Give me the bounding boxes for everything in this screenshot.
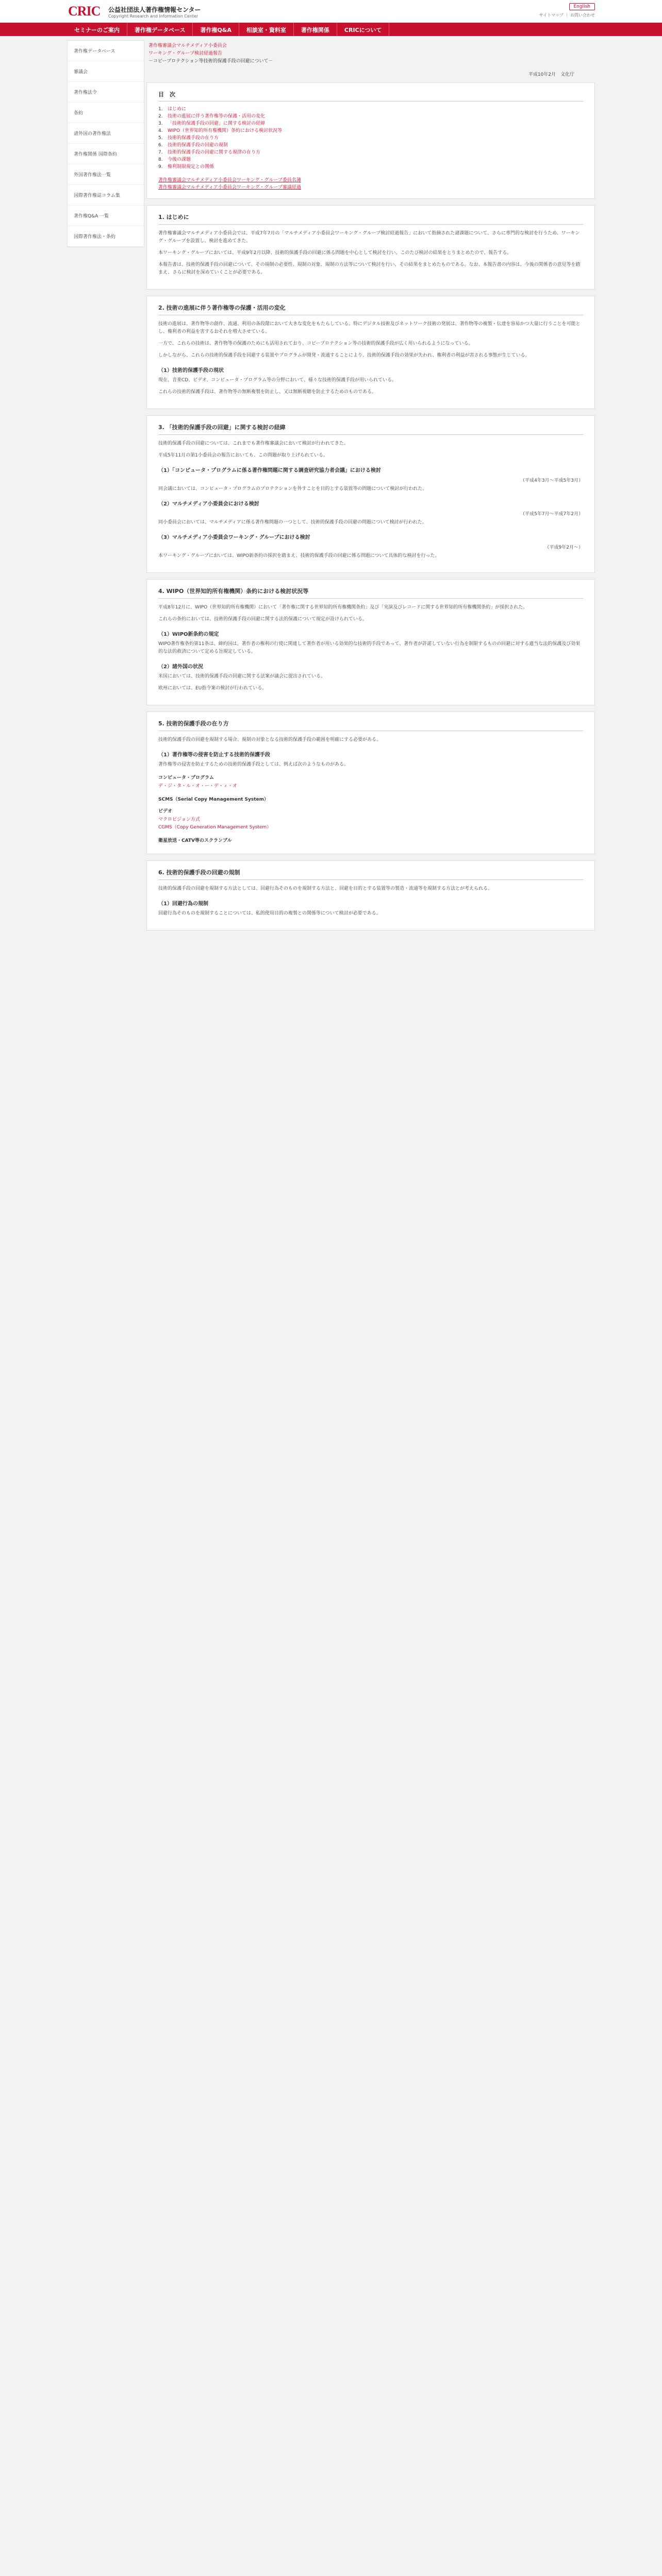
paragraph: 著作権審議会マルチメディア小委員会では、平成7年7月の「マルチメディア小委員会ワーキング・グループ検討経過報告」において指摘された諸課題について、さらに専門的な検討を行うため、ワーキング・グループを設置し、検討を進めてきた。 xyxy=(158,231,580,244)
section-title: 5. 技術的保護手段の在り方 xyxy=(158,719,583,731)
list-item[interactable]: マクロビジョン方式 xyxy=(158,817,200,822)
period: （平成4年3月～平成5年3月） xyxy=(520,478,583,483)
org-name-jp: 公益社団法人著作権情報センター xyxy=(108,6,201,13)
paragraph: これらの条約においては、技術的保護手段の回避に関する法的保護について規定が設けられている。 xyxy=(158,617,367,622)
toc-item[interactable] xyxy=(158,156,583,163)
subsection-title: （1）著作権等の侵害を防止する技術的保護手段 xyxy=(158,752,270,758)
toc-item[interactable] xyxy=(158,113,583,120)
paragraph: 著作権等の侵害を防止するための技術的保護手段としては、例えば次のようなものがある。 xyxy=(158,762,349,767)
org-name xyxy=(108,5,201,19)
toc-label: 技術の進展に伴う著作権等の保護・活用の変化 xyxy=(168,114,266,119)
list-item: SCMS（Serial Copy Management System） xyxy=(158,797,269,802)
paragraph: 同会議においては、コンピュータ・プログラムのプロテクションを外すことを目的とする装置等の問題について検討が行われた。 xyxy=(158,486,427,492)
subsection-title: （1）回避行為の規制 xyxy=(158,901,208,907)
list-item: 衛星放送・CATV等のスクランブル xyxy=(158,838,232,843)
sidebar-item[interactable]: 諸外国の著作権法 xyxy=(68,123,144,144)
paragraph: 技術の進展は、著作物等の創作、流通、利用の各段階において大きな変化をもたらしている。特にデジタル技術及びネットワーク技術の発展は、著作物等の複製・伝達を容易かつ大量に行うことを可能とし、権利者の利益を害するおそれを増大させている。 xyxy=(158,321,581,334)
main-content xyxy=(146,40,595,930)
toc-num: 2. xyxy=(158,114,163,119)
paragraph: 技術的保護手段の回避を規制する方法としては、回避行為そのものを規制する方法と、回避を目的とする装置等の製造・流通等を規制する方法とが考えられる。 xyxy=(158,886,493,891)
section-title: 2. 技術の進展に伴う著作権等の保護・活用の変化 xyxy=(158,303,583,315)
paragraph: 同小委員会においては、マルチメディアに係る著作権問題の一つとして、技術的保護手段の回避の問題について検討が行われた。 xyxy=(158,520,427,525)
member-list-link[interactable]: 著作権審議会マルチメディア小委員会ワーキング・グループ委員名簿 xyxy=(158,178,301,183)
paragraph: 本ワーキング・グループにおいては、平成9年2月以降、技術的保護手段の回避に係る問題を中心として検討を行い、このたび検討の結果をとりまとめたので、報告する。 xyxy=(158,250,512,256)
section-1 xyxy=(146,205,595,290)
toc-num: 7. xyxy=(158,150,163,155)
section-4 xyxy=(146,579,595,705)
paragraph: 技術的保護手段の回避を規制する場合、規制の対象となる技術的保護手段の範囲を明確にする必要がある。 xyxy=(158,737,382,742)
paragraph: しかしながら、これらの技術的保護手段を回避する装置やプログラムが開発・流通することにより、技術的保護手段の効果が失われ、権利者の利益が害される事態が生じている。 xyxy=(158,353,530,358)
sidebar-item[interactable]: 国際著作権法・条約 xyxy=(68,226,144,247)
toc-links xyxy=(158,177,583,191)
section-2 xyxy=(146,296,595,409)
toc-label: 技術的保護手段の回避の規制 xyxy=(168,143,228,148)
toc-num: 9. xyxy=(158,164,163,170)
main-nav xyxy=(0,23,662,36)
toc-item[interactable] xyxy=(158,163,583,171)
list-item[interactable]: デ・ジ・タ・ル・オ・ー・デ・ィ・オ xyxy=(158,784,238,789)
toc-num: 8. xyxy=(158,157,163,162)
toc-item[interactable] xyxy=(158,134,583,142)
sidebar-item[interactable]: 著作権データベース xyxy=(68,41,144,61)
paragraph: 欧州においては、EU指令案の検討が行われている。 xyxy=(158,686,267,691)
toc-box xyxy=(146,82,595,199)
toc-label: 今後の課題 xyxy=(168,157,191,162)
sidebar-item[interactable]: 著作権法令 xyxy=(68,82,144,103)
breadcrumb xyxy=(146,40,595,65)
paragraph: 回避行為そのものを規制することについては、私的使用目的の複製との関係等について検討が必要である。 xyxy=(158,911,381,916)
nav-item[interactable]: 相談室・資料室 xyxy=(239,23,294,36)
nav-item[interactable]: セミナーのご案内 xyxy=(67,23,127,36)
sidebar-item[interactable]: 外国著作権法一覧 xyxy=(68,164,144,185)
section-title: 3. 「技術的保護手段の回避」に関する検討の経緯 xyxy=(158,423,583,435)
sidebar xyxy=(67,40,144,247)
section-6 xyxy=(146,860,595,930)
header xyxy=(0,0,662,23)
report-date: 平成10年2月 文化庁 xyxy=(528,72,574,77)
subsection-title: （1）「コンピュータ・プログラムに係る著作権問題に関する調査研究協力者会議」における検討 xyxy=(158,468,381,473)
toc-num: 1. xyxy=(158,107,163,112)
toc-item[interactable] xyxy=(158,120,583,127)
toc-num: 5. xyxy=(158,135,163,141)
toc-list xyxy=(158,106,583,171)
paragraph: 技術的保護手段の回避については、これまでも著作権審議会において検討が行われてきた。 xyxy=(158,441,349,446)
list-item: ビデオ xyxy=(158,809,172,814)
sidebar-item[interactable]: 国際著作権誌コラム集 xyxy=(68,185,144,206)
section-title: 1. はじめに xyxy=(158,213,583,225)
nav-item[interactable]: CRICについて xyxy=(337,23,390,36)
paragraph: 米国においては、技術的保護手段の回避に関する法案が議会に提出されている。 xyxy=(158,674,326,679)
list-item[interactable]: CGMS（Copy Generation Management System） xyxy=(158,825,272,830)
toc-label: WIPO（世界知的所有権機関）条約における検討状況等 xyxy=(168,128,283,133)
toc-label: 技術的保護手段の在り方 xyxy=(168,135,219,141)
english-button[interactable]: English xyxy=(569,3,595,10)
nav-item[interactable]: 著作権関係 xyxy=(294,23,337,36)
sidebar-item[interactable]: 著作権関係 国際条約 xyxy=(68,144,144,164)
toc-item[interactable] xyxy=(158,127,583,134)
paragraph: 平成5年11月の第1小委員会の報告においても、この問題が取り上げられている。 xyxy=(158,453,328,458)
section-3 xyxy=(146,415,595,573)
subsection-title: （1）技術的保護手段の現状 xyxy=(158,368,224,374)
paragraph: 平成8年12月に、WIPO（世界知的所有権機関）において「著作権に関する世界知的所有権機関条約」及び「実演及びレコードに関する世界知的所有権機関条約」が採択された。 xyxy=(158,605,528,610)
cric-logo[interactable]: CRIC xyxy=(68,4,101,19)
paragraph: 本ワーキング・グループにおいては、WIPO新条約の採択を踏まえ、技術的保護手段の回避に係る問題について具体的な検討を行った。 xyxy=(158,553,440,558)
breadcrumb-current: －コピープロテクション等技術的保護手段の回避について－ xyxy=(148,59,273,64)
breadcrumb-link[interactable]: ワーキング・グループ検討経過報告 xyxy=(148,51,223,56)
paragraph: 本報告書は、技術的保護手段の回避について、その規制の必要性、規制の対象、規制の方法等について検討を行い、その結果をまとめたものである。なお、本報告書の内容は、今後の関係者の意見等を踏まえ、さらに検討を深めていくことが必要である。 xyxy=(158,262,581,275)
toc-item[interactable] xyxy=(158,106,583,113)
toc-item[interactable] xyxy=(158,142,583,149)
toc-num: 6. xyxy=(158,143,163,148)
paragraph: WIPO著作権条約第11条は、締約国は、著作者の権利の行使に関連して著作者が用いる効果的な技術的手段であって、著作者が許諾していない行為を制限するものの回避に対する適当な法的保護及び効果的な法的救済について定める旨規定している。 xyxy=(158,641,581,654)
sidebar-item[interactable]: 条約 xyxy=(68,103,144,123)
subsection-title: （2）諸外国の状況 xyxy=(158,664,203,670)
subsection-title: （3）マルチメディア小委員会ワーキング・グループにおける検討 xyxy=(158,535,310,540)
paragraph: 一方で、これらの技術は、著作物等の保護のためにも活用されており、コピープロテクション等の技術的保護手段が広く用いられるようになっている。 xyxy=(158,341,473,346)
toc-num: 4. xyxy=(158,128,163,133)
toc-title: 目 次 xyxy=(158,90,583,101)
period: （平成5年7月～平成7年2月） xyxy=(520,512,583,517)
paragraph: 現在、音楽CD、ビデオ、コンピュータ・プログラム等の分野において、様々な技術的保護手段が用いられている。 xyxy=(158,378,396,383)
progress-link[interactable]: 著作権審議会マルチメディア小委員会ワーキング・グループ審議経過 xyxy=(158,185,301,190)
org-name-en: Copyright Research and Information Center xyxy=(108,14,198,19)
breadcrumb-link[interactable]: 著作権審議会マルチメディア小委員会 xyxy=(148,43,227,48)
period: （平成9年2月～） xyxy=(544,545,583,550)
toc-label: 「技術的保護手段の回避」に関する検討の経緯 xyxy=(168,121,266,126)
section-title: 6. 技術的保護手段の回避の規制 xyxy=(158,868,583,880)
toc-label: 技術的保護手段の回避に関する規律の在り方 xyxy=(168,150,261,155)
section-title: 4. WIPO（世界知的所有権機関）条約における検討状況等 xyxy=(158,587,583,599)
paragraph: これらの技術的保護手段は、著作物等の無断複製を防止し、又は無断視聴を防止するためのものである。 xyxy=(158,389,377,395)
toc-num: 3. xyxy=(158,121,163,126)
nav-item[interactable]: 著作権データベース xyxy=(127,23,193,36)
toc-label: 権利制限規定との関係 xyxy=(168,164,214,170)
subsection-title: （2）マルチメディア小委員会における検討 xyxy=(158,501,259,507)
util-links[interactable]: サイトマップ ｜ お問い合わせ xyxy=(539,13,595,18)
nav-item[interactable]: 著作権Q&A xyxy=(193,23,239,36)
list-item: コンピュータ・プログラム xyxy=(158,775,214,781)
toc-item[interactable] xyxy=(158,149,583,156)
sidebar-item[interactable]: 審議会 xyxy=(68,61,144,82)
section-5 xyxy=(146,711,595,854)
toc-label: はじめに xyxy=(168,107,187,112)
sidebar-item[interactable]: 著作権Q&A 一覧 xyxy=(68,206,144,226)
subsection-title: （1）WIPO新条約の規定 xyxy=(158,632,219,637)
